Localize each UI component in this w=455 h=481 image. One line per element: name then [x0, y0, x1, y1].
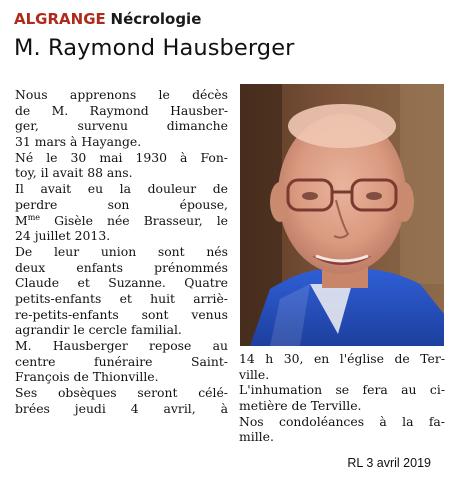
body-line: ger, survenu dimanche — [15, 118, 228, 134]
body-line: mille. — [239, 429, 274, 445]
body-line: ville. — [239, 366, 270, 382]
portrait-photo-icon — [240, 84, 444, 346]
article-title: M. Raymond Hausberger — [14, 35, 295, 61]
body-line: M. Hausberger repose au — [15, 338, 228, 353]
body-line: François de Thionville. — [15, 369, 159, 385]
body-line: Né le 30 mai 1930 à Fon- — [15, 149, 228, 165]
body-line: metière de Terville. — [239, 398, 362, 414]
kicker-town: ALGRANGE — [14, 10, 106, 28]
body-line: Ses obsèques seront célé- — [15, 385, 228, 401]
portrait-photo — [240, 84, 444, 346]
kicker-section: Nécrologie — [110, 10, 202, 28]
body-line: Nos condoléances à la fa- — [239, 413, 445, 429]
body-line: Il avait eu la douleur de — [15, 181, 228, 197]
body-line: 24 juillet 2013. — [15, 228, 111, 244]
body-line: De leur union sont nés — [15, 243, 228, 259]
body-line: re-petits-enfants sont venus — [15, 306, 228, 322]
kicker — [14, 9, 201, 29]
body-line: $M^{me}$ Gisèle née Brasseur, le — [15, 212, 228, 228]
body-line: deux enfants prénommés — [15, 259, 228, 275]
article-body-right-column — [239, 351, 445, 445]
body-line: 14 h 30, en l'église de Ter- — [239, 351, 445, 366]
body-line: centre funéraire Saint- — [15, 353, 228, 369]
body-line: petits-enfants et huit arriè- — [15, 290, 228, 306]
body-line: agrandir le cercle familial. — [15, 322, 182, 338]
body-line: toy, il avait 88 ans. — [15, 165, 133, 181]
body-line: 31 mars à Hayange. — [15, 134, 142, 150]
body-line: perdre son épouse, — [15, 196, 228, 212]
body-line: Claude et Suzanne. Quatre — [15, 275, 228, 291]
body-line: L'inhumation se fera au ci- — [239, 382, 445, 398]
body-line: de M. Raymond Hausber- — [15, 102, 228, 118]
body-line: Nous apprenons le décès — [15, 87, 228, 102]
article-body-left-column — [15, 87, 228, 416]
body-line: brées jeudi 4 avril, à — [15, 400, 228, 416]
source-credit: RL 3 avril 2019 — [347, 456, 431, 470]
